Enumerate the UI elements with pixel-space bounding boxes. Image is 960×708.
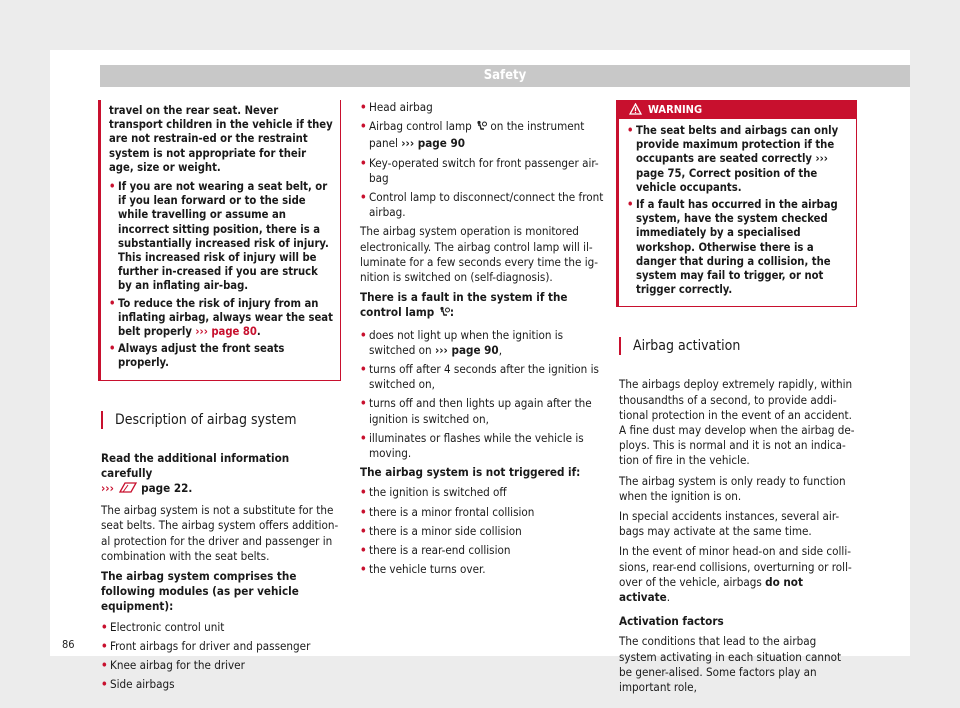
warning-box [616, 100, 857, 307]
column-right [619, 100, 857, 700]
list-item: • Front airbags for driver and passenger [101, 639, 341, 654]
factors-heading: Activation factors [619, 614, 724, 629]
modules-heading: The airbag system comprises the following modules (as per vehicle equipment): [101, 569, 299, 614]
read-more-arrows: ››› [101, 481, 114, 496]
warning-continuation-box [98, 100, 341, 381]
warning-triangle-icon [629, 103, 642, 115]
page-header: Safety [100, 65, 910, 87]
paragraph: The airbags deploy extremely rapidly, within thousandths of a second, to provide addi-tional protection in the event of an accident. A fine dust may develop when the airbag de-ploys. This is normal and it is not an indica-tion of fire in the vehicle. [619, 377, 855, 468]
list-item: • Key-operated switch for front passenger air-bag [360, 156, 605, 186]
page-link[interactable]: ››› page 90 [401, 136, 465, 151]
list-item: • turns off after 4 seconds after the ignition is switched on, [360, 362, 605, 392]
box-bullet: • To reduce the risk of injury from an inflating airbag, always wear the seat belt properly ››› page 80. [109, 297, 334, 340]
box-bullet: • Always adjust the front seats properly. [109, 342, 334, 370]
list-item: • Airbag control lamp on the instrument panel ››› page 90 [360, 119, 605, 151]
book-icon [118, 481, 138, 498]
paragraph: In special accidents instances, several air-bags may activate at the same time. [619, 509, 840, 539]
list-item: • there is a rear-end collision [360, 543, 605, 558]
page-number: 86 [62, 638, 75, 651]
paragraph: In the event of minor head-on and side colli-sions, rear-end collisions, overturning or roll-over of the vehicle, airbags do not activate. [619, 544, 852, 605]
paragraph: The conditions that lead to the airbag system activating in each situation cannot be gener-alised. Some factors play an important role, [619, 634, 842, 695]
box-bullet: • If you are not wearing a seat belt, or if you lean forward or to the side while travelling or assume an incorrect sitting position, there is a substantially increased risk of injury. This increased risk of injury will be further in-creased if you are struck by an inflating air-bag. [109, 180, 334, 294]
list-item: • does not light up when the ignition is switched on ››› page 90, [360, 328, 605, 358]
list-item: • Control lamp to disconnect/connect the front airbag. [360, 190, 605, 220]
list-item: • there is a minor side collision [360, 524, 605, 539]
warning-bullet: • If a fault has occurred in the airbag system, have the system checked immediately by a specialised workshop. Otherwise there is a danger that during a collision, the system may fail to trigger, or not trigger correctly. [627, 198, 850, 297]
page-link[interactable]: ››› page 90 [434, 342, 499, 357]
list-item: • there is a minor frontal collision [360, 505, 605, 520]
column-left [101, 100, 341, 697]
read-more-note: Read the additional information carefully ››› page 22. [101, 451, 341, 499]
page-link[interactable]: ››› page 75, Correct position of the vehicle occupants [636, 152, 828, 194]
fault-heading: There is a fault in the system if the control lamp : [360, 290, 605, 322]
list-item: • Side airbags [101, 677, 341, 692]
not-triggered-heading: The airbag system is not triggered if: [360, 465, 581, 480]
list-item: • Head airbag [360, 100, 605, 115]
warning-body [619, 119, 856, 306]
paragraph: The airbag system is only ready to function when the ignition is on. [619, 473, 846, 503]
list-item: • the ignition is switched off [360, 485, 605, 500]
section-title: Description of airbag system [101, 411, 341, 429]
list-item: • Knee airbag for the driver [101, 658, 341, 673]
list-item: • turns off and then lights up again after the ignition is switched on, [360, 396, 605, 426]
warning-header: WARNING [619, 101, 856, 119]
manual-page [50, 50, 910, 695]
section-title: Airbag activation [619, 337, 857, 355]
warning-bullet: • The seat belts and airbags can only provide maximum protection if the occupants are seated correctly ››› page 75, Correct position of the vehicle occupants. [627, 124, 850, 195]
box-intro: travel on the rear seat. Never transport children in the vehicle if they are not restrain-ed or the restraint system is not appropriate for their age, size or weight. [109, 104, 333, 174]
list-item: • Electronic control unit [101, 620, 341, 635]
paragraph: The airbag system is not a substitute for the seat belts. The airbag system offers addition-al protection for the driver and passenger in combination with the seat belts. [101, 503, 339, 563]
page-link[interactable]: page 22 [141, 481, 189, 496]
column-middle [360, 100, 605, 581]
airbag-lamp-icon [438, 306, 450, 322]
list-item: • the vehicle turns over. [360, 562, 605, 577]
airbag-lamp-icon [475, 120, 487, 136]
list-item: • illuminates or flashes while the vehicle is moving. [360, 431, 605, 461]
page-link[interactable]: ››› page 80 [195, 325, 257, 339]
paragraph: The airbag system operation is monitored electronically. The airbag control lamp will il-luminate for a few seconds every time the ig-nition is switched on (self-diagnosis). [360, 224, 598, 285]
